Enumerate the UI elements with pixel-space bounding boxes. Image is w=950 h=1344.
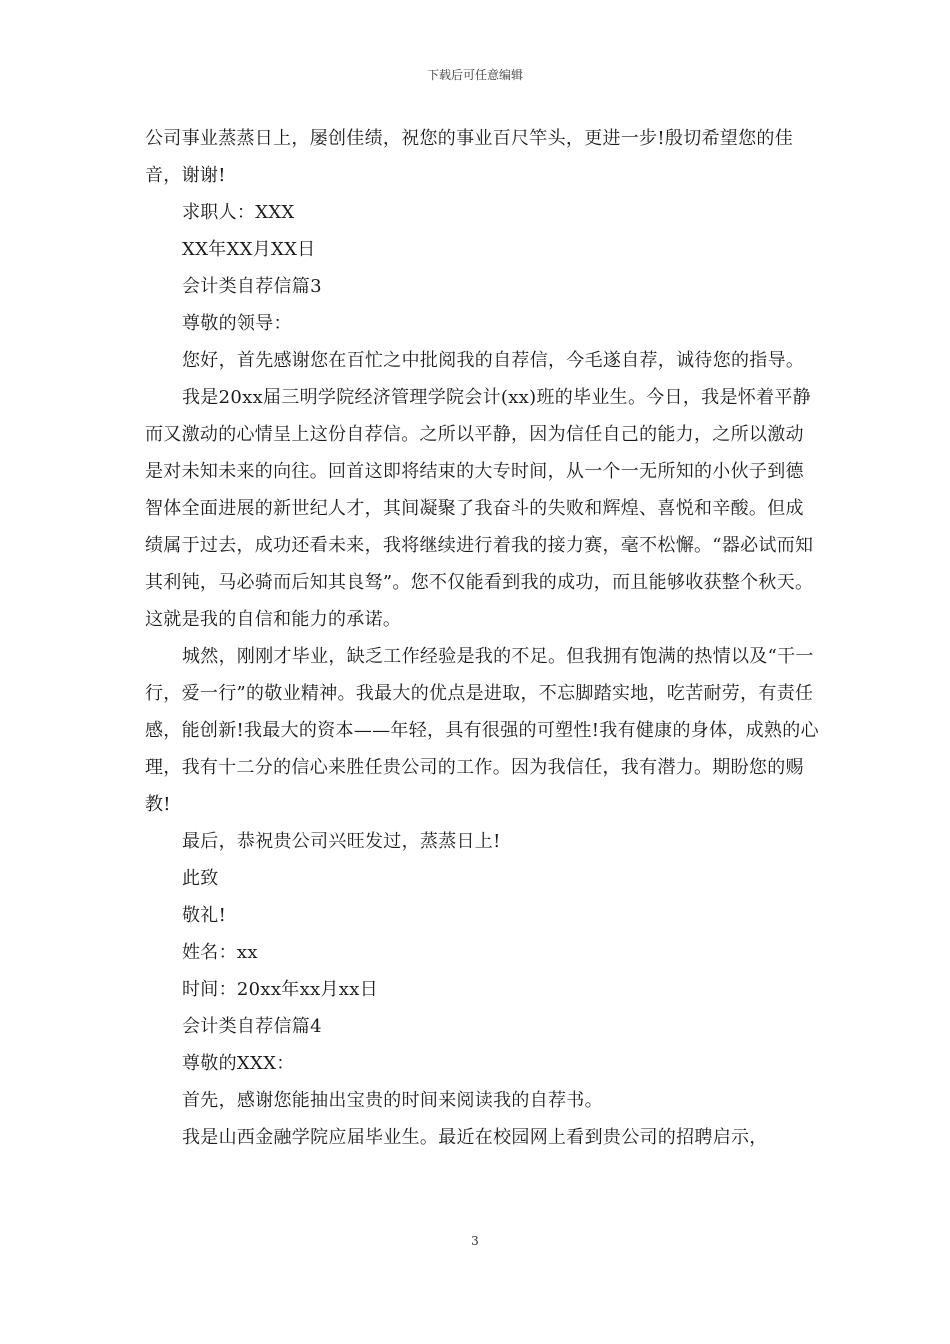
applicant-line: 求职人：XXX <box>182 202 295 223</box>
paragraph: 您好，首先感谢您在百忙之中批阅我的自荐信，今毛遂自荐，诚待您的指导。 <box>182 350 805 371</box>
signature-date: 时间：20xx年xx月xx日 <box>182 979 379 1000</box>
paragraph: 我是山西金融学院应届毕业生。最近在校园网上看到贵公司的招聘启示， <box>182 1127 768 1148</box>
paragraph: 城然，刚刚才毕业，缺乏工作经验是我的不足。但我拥有饱满的热情以及“干一行，爱一行”的敬业精神。我最大的优点是进取，不忘脚踏实地，吃苦耐劳，有责任感，能创新!我最大的资本——年轻，具有很强的可塑性!我有健康的身体，成熟的心理，我有十二分的信心来胜任贵公司的工作。因为我信任，我有潜力。期盼您的赐教! <box>145 646 819 815</box>
closing-line: 敬礼! <box>182 905 227 926</box>
paragraph: 公司事业蒸蒸日上，屡创佳绩，祝您的事业百尺竿头，更进一步!殷切希望您的佳音，谢谢! <box>145 128 794 186</box>
paragraph: 首先，感谢您能抽出宝贵的时间来阅读我的自荐书。 <box>182 1090 603 1111</box>
section-title: 会计类自荐信篇4 <box>182 1016 322 1037</box>
page-number: 3 <box>471 1234 479 1248</box>
section-title: 会计类自荐信篇3 <box>182 276 322 297</box>
page-header: 下载后可任意编辑 <box>426 68 523 82</box>
signature-name: 姓名：xx <box>182 942 258 963</box>
document-body <box>145 120 821 1156</box>
paragraph: 我是20xx届三明学院经济管理学院会计(xx)班的毕业生。今日，我是怀着平静而又激动的心情呈上这份自荐信。之所以平静，因为信任自己的能力，之所以激动是对未知未来的向往。回首这即将结束的大专时间，从一个一无所知的小伙子到德智体全面进展的新世纪人才，其间凝聚了我奋斗的失败和辉煌、喜悦和辛酸。但成绩属于过去，成功还看未来，我将继续进行着我的接力赛，毫不松懈。“器必试而知其利钝，马必骑而后知其良驽”。您不仅能看到我的成功，而且能够收获整个秋天。这就是我的自信和能力的承诺。 <box>145 387 814 630</box>
paragraph: 最后，恭祝贵公司兴旺发过，蒸蒸日上! <box>182 831 501 852</box>
salutation: 尊敬的XXX： <box>182 1053 295 1074</box>
date-line: XX年XX月XX日 <box>182 239 316 260</box>
closing-line: 此致 <box>182 868 219 889</box>
salutation: 尊敬的领导： <box>182 313 292 334</box>
